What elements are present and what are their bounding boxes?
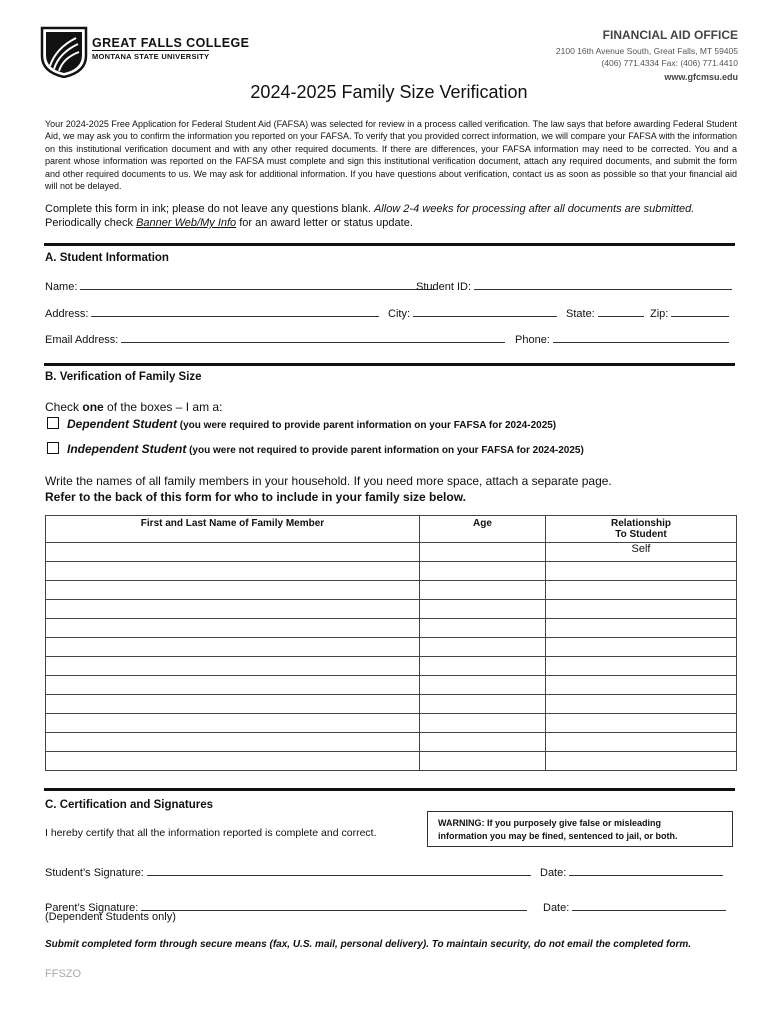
parent-date-field	[543, 899, 726, 914]
section-a-divider	[44, 243, 735, 246]
member-name-cell[interactable]	[46, 714, 420, 733]
dependent-checkbox[interactable]	[47, 417, 59, 429]
phone-label: Phone:	[515, 334, 550, 346]
member-relationship-cell[interactable]	[546, 600, 737, 619]
write-names-instruction: Write the names of all family members in your household. If you need more space, attach a separate page.	[45, 474, 612, 488]
address-input[interactable]	[91, 305, 379, 317]
warning-line1: WARNING: If you purposely give false or misleading	[438, 818, 662, 828]
member-age-cell[interactable]	[420, 581, 546, 600]
instructions	[45, 202, 745, 230]
member-relationship-cell[interactable]	[546, 581, 737, 600]
independent-option	[47, 442, 584, 456]
form-code: FFSZO	[45, 968, 82, 980]
parent-signature-note: (Dependent Students only)	[45, 911, 176, 923]
student-date-label: Date:	[540, 867, 567, 879]
member-name-cell[interactable]	[46, 733, 420, 752]
student-date-input[interactable]	[569, 864, 723, 876]
office-title: FINANCIAL AID OFFICE	[602, 28, 738, 42]
member-name-cell[interactable]	[46, 752, 420, 771]
independent-checkbox[interactable]	[47, 442, 59, 454]
submit-instructions: Submit completed form through secure means (fax, U.S. mail, personal delivery). To maintain security, do not email the completed form.	[45, 939, 692, 950]
state-label: State:	[566, 308, 595, 320]
form-title: 2024-2025 Family Size Verification	[250, 82, 528, 102]
section-b-divider	[44, 363, 735, 366]
table-header-row	[46, 516, 737, 543]
member-age-cell[interactable]	[420, 733, 546, 752]
student-signature-label: Student’s Signature:	[45, 867, 144, 879]
instructions-processing: Allow 2-4 weeks for processing after all documents are submitted.	[373, 203, 695, 215]
instructions-part4: for an award letter or status update.	[236, 217, 413, 229]
office-phone-fax: (406) 771.4334 Fax: (406) 771.4410	[601, 58, 738, 68]
table-row	[46, 619, 737, 638]
member-relationship-cell[interactable]	[546, 714, 737, 733]
section-b-heading: B. Verification of Family Size	[45, 371, 202, 383]
member-age-cell[interactable]	[420, 752, 546, 771]
table-row	[46, 600, 737, 619]
member-relationship-cell[interactable]	[546, 619, 737, 638]
relationship-header-line1: Relationship	[610, 518, 671, 529]
family-members-table	[45, 515, 737, 771]
table-row	[46, 733, 737, 752]
member-age-cell[interactable]	[420, 562, 546, 581]
address-field	[45, 305, 379, 320]
dependent-option	[47, 417, 556, 431]
relationship-column-header	[546, 516, 737, 543]
parent-signature-label: Parent’s Signature:	[45, 902, 139, 914]
member-relationship-cell[interactable]	[546, 752, 737, 771]
city-label: City:	[388, 308, 410, 320]
member-relationship-cell[interactable]	[546, 657, 737, 676]
city-field	[388, 305, 557, 320]
check-post: of the boxes – I am a:	[103, 400, 223, 414]
table-row	[46, 581, 737, 600]
college-name: GREAT FALLS COLLEGE	[92, 36, 250, 50]
table-row	[46, 752, 737, 771]
check-pre: Check	[45, 400, 83, 414]
member-age-cell[interactable]	[420, 638, 546, 657]
member-name-cell[interactable]	[46, 619, 420, 638]
zip-field	[650, 305, 729, 320]
age-column-header: Age	[420, 516, 546, 543]
parent-date-label: Date:	[543, 902, 570, 914]
student-signature-input[interactable]	[147, 864, 531, 876]
dependent-title: Dependent Student	[67, 417, 177, 431]
member-age-cell[interactable]	[420, 600, 546, 619]
zip-input[interactable]	[671, 305, 729, 317]
member-name-cell[interactable]	[46, 657, 420, 676]
relationship-header-line2: To Student	[615, 529, 667, 540]
name-input[interactable]	[80, 278, 434, 290]
member-name-cell[interactable]	[46, 695, 420, 714]
warning-box	[427, 811, 733, 847]
intro-paragraph: Your 2024-2025 Free Application for Federal Student Aid (FAFSA) was selected for review in a process called verification. The law says that before awarding Federal Student Aid, we may ask you to confirm the information you reported on your FAFSA. To verify that you provided correct information, we will compare your FAFSA with the information on this institutional verification document and with any other required documents. If there are differences, your FAFSA information may need to be corrected. You and a parent whose information was reported on the FAFSA must complete and sign this institutional verification document, attach any required documents, and submit the form and other required documents to us. We may ask for additional information. If you have questions about verification, contact us as soon as possible so that your financial aid will not be delayed.	[45, 119, 737, 192]
state-input[interactable]	[598, 305, 644, 317]
phone-field	[515, 331, 729, 346]
table-row	[46, 562, 737, 581]
member-age-cell[interactable]	[420, 619, 546, 638]
section-c-divider	[44, 788, 735, 791]
table-row	[46, 638, 737, 657]
name-column-header: First and Last Name of Family Member	[46, 516, 420, 543]
office-website: www.gfcmsu.edu	[664, 72, 738, 82]
member-name-cell[interactable]	[46, 638, 420, 657]
check-one-instruction	[45, 400, 222, 414]
member-name-cell[interactable]	[46, 581, 420, 600]
certify-statement: I hereby certify that all the information reported is complete and correct.	[45, 827, 377, 839]
table-row	[46, 543, 737, 562]
college-logo	[40, 26, 88, 78]
email-label: Email Address:	[45, 334, 119, 346]
member-age-cell[interactable]	[420, 714, 546, 733]
independent-title: Independent Student	[67, 442, 187, 456]
member-age-cell[interactable]	[420, 657, 546, 676]
office-address: 2100 16th Avenue South, Great Falls, MT 59405	[555, 46, 738, 56]
dependent-note: (you were required to provide parent information on your FAFSA for 2024-2025)	[177, 420, 557, 431]
city-input[interactable]	[413, 305, 557, 317]
state-field	[566, 305, 644, 320]
member-relationship-cell[interactable]	[546, 676, 737, 695]
section-a-heading: A. Student Information	[45, 252, 169, 264]
check-one-emphasis: one	[82, 400, 104, 414]
email-input[interactable]	[121, 331, 505, 343]
member-relationship-cell: Self	[546, 543, 737, 562]
student-id-field	[416, 278, 732, 293]
section-c-heading: C. Certification and Signatures	[45, 799, 214, 811]
parent-date-input[interactable]	[572, 899, 726, 911]
member-relationship-cell[interactable]	[546, 638, 737, 657]
member-name-cell[interactable]	[46, 543, 420, 562]
student-date-field	[540, 864, 723, 879]
table-row	[46, 695, 737, 714]
member-age-cell[interactable]	[420, 676, 546, 695]
instructions-part3: Periodically check	[45, 217, 137, 229]
table-row	[46, 676, 737, 695]
student-signature-field	[45, 864, 531, 879]
banner-web-link[interactable]: Banner Web/My Info	[136, 217, 237, 229]
table-row	[46, 714, 737, 733]
zip-label: Zip:	[650, 308, 669, 320]
member-relationship-cell[interactable]	[546, 695, 737, 714]
member-name-cell[interactable]	[46, 676, 420, 695]
member-age-cell[interactable]	[420, 543, 546, 562]
instructions-part1: Complete this form in ink; please do not leave any questions blank.	[45, 203, 374, 215]
name-label: Name:	[45, 281, 78, 293]
member-age-cell[interactable]	[420, 695, 546, 714]
name-field	[45, 278, 434, 293]
member-relationship-cell[interactable]	[546, 733, 737, 752]
phone-input[interactable]	[553, 331, 729, 343]
parent-signature-input[interactable]	[141, 899, 527, 911]
member-name-cell[interactable]	[46, 600, 420, 619]
office-contact	[556, 28, 738, 82]
member-name-cell[interactable]	[46, 562, 420, 581]
university-name: MONTANA STATE UNIVERSITY	[92, 52, 210, 61]
warning-line2: information you may be fined, sentenced to jail, or both.	[438, 831, 678, 841]
student-id-input[interactable]	[474, 278, 732, 290]
independent-note: (you were not required to provide parent information on your FAFSA for 2024-2025)	[186, 445, 584, 456]
email-field	[45, 331, 505, 346]
member-relationship-cell[interactable]	[546, 562, 737, 581]
table-row	[46, 657, 737, 676]
student-id-label: Student ID:	[416, 281, 472, 293]
refer-back-instruction: Refer to the back of this form for who to include in your family size below.	[45, 490, 466, 504]
address-label: Address:	[45, 308, 89, 320]
